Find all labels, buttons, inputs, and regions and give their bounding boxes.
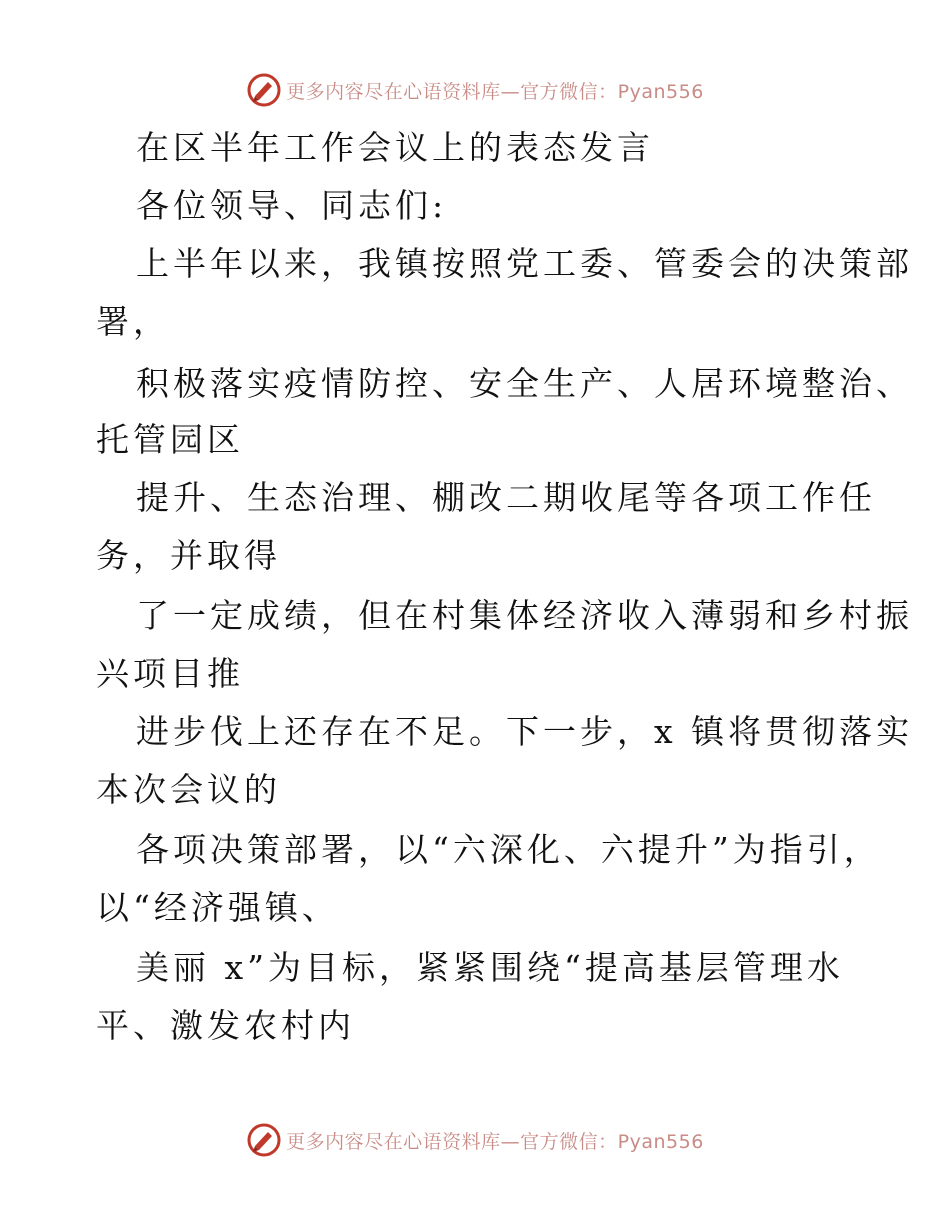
paragraph-line: 积极落实疫情防控、安全生产、人居环境整治、 <box>136 364 913 403</box>
paragraph-line: 各项决策部署，以“六深化、六提升”为指引， <box>136 830 881 869</box>
watermark-banner-top <box>0 70 950 110</box>
pen-logo-icon <box>246 1122 282 1158</box>
paragraph-line: 进步伐上还存在不足。下一步，x 镇将贯彻落实 <box>136 712 914 751</box>
paragraph-line: 兴项目推 <box>96 654 244 693</box>
paragraph-line: 本次会议的 <box>96 770 281 809</box>
pen-logo-icon <box>246 72 282 108</box>
paragraph-line: 务，并取得 <box>96 536 281 575</box>
salutation: 各位领导、同志们: <box>136 186 448 225</box>
paragraph-line: 平、激发农村内 <box>96 1006 355 1045</box>
paragraph-line: 托管园区 <box>96 420 244 459</box>
paragraph-line: 美丽 x”为目标，紧紧围绕“提高基层管理水 <box>136 948 844 987</box>
watermark-text: 更多内容尽在心语资料库—官方微信：Pyan556 <box>286 1130 704 1153</box>
paragraph-line: 上半年以来，我镇按照党工委、管委会的决策部 <box>136 244 913 283</box>
paragraph-line: 以“经济强镇、 <box>96 888 339 927</box>
document-title: 在区半年工作会议上的表态发言 <box>136 128 654 167</box>
watermark-banner-bottom <box>0 1120 950 1160</box>
paragraph-line: 署， <box>96 302 170 341</box>
paragraph-line: 了一定成绩，但在村集体经济收入薄弱和乡村振 <box>136 596 913 635</box>
watermark-text: 更多内容尽在心语资料库—官方微信：Pyan556 <box>286 80 704 103</box>
paragraph-line: 提升、生态治理、棚改二期收尾等各项工作任 <box>136 478 876 517</box>
